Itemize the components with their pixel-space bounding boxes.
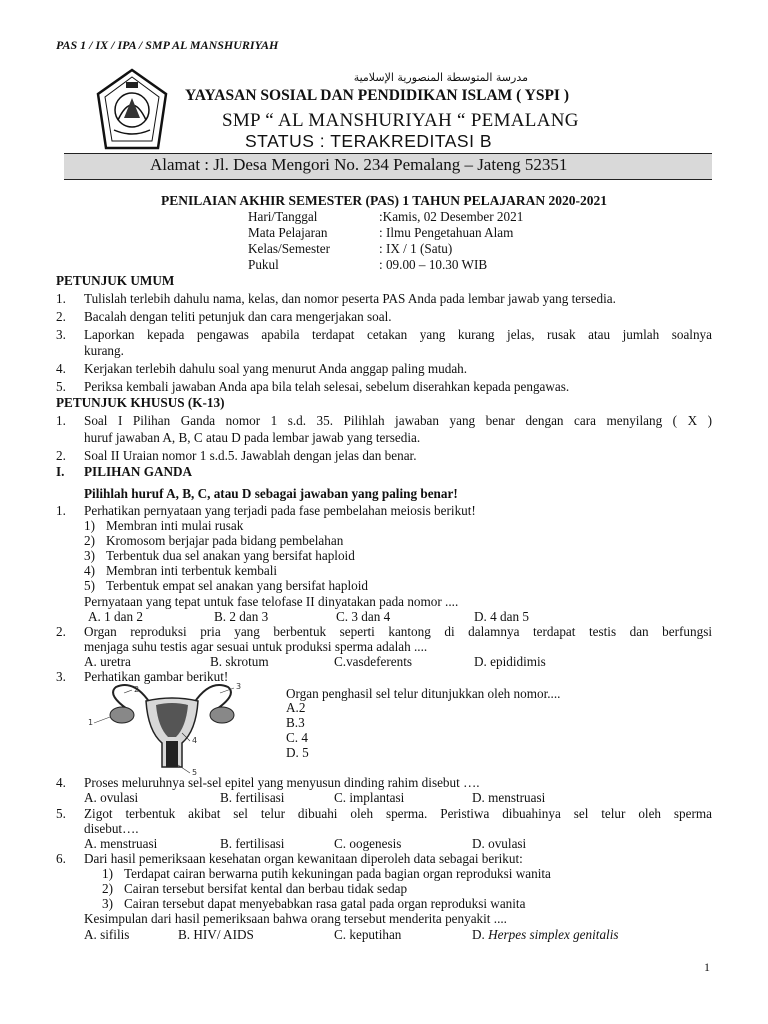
option-c[interactable]: C. 3 dan 4 bbox=[336, 609, 391, 624]
option-a[interactable]: A. menstruasi bbox=[84, 836, 158, 851]
statement-text: Terbentuk empat sel anakan yang bersifat haploid bbox=[106, 578, 368, 593]
statement-text: Terdapat cairan berwarna putih kekuningan pada bagian organ reproduksi wanita bbox=[124, 866, 551, 881]
option-a[interactable]: A. ovulasi bbox=[84, 790, 139, 805]
list-number: 4. bbox=[56, 361, 66, 376]
statement-number: 2) bbox=[84, 533, 95, 548]
statement-text: Membran inti mulai rusak bbox=[106, 518, 244, 533]
option-a[interactable]: A. uretra bbox=[84, 654, 131, 669]
option-b[interactable]: B.3 bbox=[286, 715, 305, 730]
question-stem-continued: menjaga suhu testis agar sesuai untuk produksi sperma adalah .... bbox=[84, 639, 428, 654]
general-instructions-heading: PETUNJUK UMUM bbox=[56, 273, 175, 288]
question-prompt: Organ penghasil sel telur ditunjukkan oleh nomor.... bbox=[286, 686, 561, 701]
question-stem: Dari hasil pemeriksaan kesehatan organ kewanitaan diperoleh data sebagai berikut: bbox=[84, 851, 523, 866]
list-item: Laporkan kepada pengawas apabila terdapat cetakan yang kurang jelas, rusak atau jumlah soalnya bbox=[84, 327, 712, 342]
address-text: Alamat : Jl. Desa Mengori No. 234 Pemalang – Jateng 52351 bbox=[150, 155, 568, 174]
option-d[interactable]: D. epididimis bbox=[474, 654, 546, 669]
question-number: 5. bbox=[56, 806, 66, 821]
option-a[interactable]: A. sifilis bbox=[84, 927, 130, 942]
info-label: Hari/Tanggal bbox=[248, 209, 318, 224]
question-number: 2. bbox=[56, 624, 66, 639]
reproductive-organ-figure bbox=[86, 681, 258, 777]
statement-number: 3) bbox=[102, 896, 113, 911]
option-a[interactable]: A.2 bbox=[286, 700, 306, 715]
statement-text: Terbentuk dua sel anakan yang bersifat haploid bbox=[106, 548, 355, 563]
question-stem: Perhatikan gambar berikut! bbox=[84, 669, 229, 684]
info-label: Pukul bbox=[248, 257, 279, 272]
specific-instructions-heading: PETUNJUK KHUSUS (K-13) bbox=[56, 395, 225, 410]
foundation-name: YAYASAN SOSIAL DAN PENDIDIKAN ISLAM ( YSPI ) bbox=[185, 87, 569, 104]
list-item: Bacalah dengan teliti petunjuk dan cara mengerjakan soal. bbox=[84, 309, 392, 324]
question-number: 6. bbox=[56, 851, 66, 866]
list-number: 1. bbox=[56, 413, 66, 428]
address-bar bbox=[64, 153, 712, 180]
option-b[interactable]: B. fertilisasi bbox=[220, 790, 285, 805]
option-c[interactable]: C. oogenesis bbox=[334, 836, 402, 851]
figure-label-2: 2 bbox=[134, 685, 140, 694]
option-c[interactable]: C. keputihan bbox=[334, 927, 402, 942]
option-d[interactable]: D. 4 dan 5 bbox=[474, 609, 529, 624]
option-a[interactable]: A. 1 dan 2 bbox=[88, 609, 143, 624]
info-value: : IX / 1 (Satu) bbox=[379, 241, 453, 256]
option-b[interactable]: B. 2 dan 3 bbox=[214, 609, 269, 624]
document-id: PAS 1 / IX / IPA / SMP AL MANSHURIYAH bbox=[56, 38, 279, 52]
statement-text: Cairan tersebut dapat menyebabkan rasa gatal pada organ reproduksi wanita bbox=[124, 896, 526, 911]
question-number: 3. bbox=[56, 669, 66, 684]
option-c[interactable]: C. 4 bbox=[286, 730, 308, 745]
statement-number: 4) bbox=[84, 563, 95, 578]
statement-number: 1) bbox=[84, 518, 95, 533]
section-number: I. bbox=[56, 464, 65, 479]
info-label: Mata Pelajaran bbox=[248, 225, 328, 240]
list-item: Tulislah terlebih dahulu nama, kelas, dan nomor peserta PAS Anda pada lembar jawab yang tersedia. bbox=[84, 291, 616, 306]
option-b[interactable]: B. skrotum bbox=[210, 654, 269, 669]
statement-text: Membran inti terbentuk kembali bbox=[106, 563, 278, 578]
question-number: 4. bbox=[56, 775, 66, 790]
page-number: 1 bbox=[704, 960, 710, 974]
statement-number: 3) bbox=[84, 548, 95, 563]
figure-label-5: 5 bbox=[192, 768, 198, 777]
info-value: : Ilmu Pengetahuan Alam bbox=[379, 225, 514, 240]
section-heading: PILIHAN GANDA bbox=[84, 464, 193, 479]
statement-number: 2) bbox=[102, 881, 113, 896]
statement-number: 5) bbox=[84, 578, 95, 593]
list-number: 5. bbox=[56, 379, 66, 394]
question-stem-continued: disebut…. bbox=[84, 821, 139, 836]
option-c[interactable]: C. implantasi bbox=[334, 790, 405, 805]
question-stem: Proses meluruhnya sel-sel epitel yang menyusun dinding rahim disebut …. bbox=[84, 775, 480, 790]
arabic-school-name: مدرسة المتوسطة المنصورية الإسلامية bbox=[353, 71, 528, 84]
exam-title: PENILAIAN AKHIR SEMESTER (PAS) 1 TAHUN PELAJARAN 2020-2021 bbox=[161, 193, 607, 208]
question-stem: Perhatikan pernyataan yang terjadi pada fase pembelahan meiosis berikut! bbox=[84, 503, 476, 518]
school-logo bbox=[96, 68, 168, 152]
option-d[interactable]: D. menstruasi bbox=[472, 790, 546, 805]
option-d[interactable]: D. Herpes simplex genitalis bbox=[472, 927, 619, 942]
statement-text: Cairan tersebut bersifat kental dan berbau tidak sedap bbox=[124, 881, 408, 896]
option-b[interactable]: B. fertilisasi bbox=[220, 836, 285, 851]
list-item: Soal I Pilihan Ganda nomor 1 s.d. 35. Pilihlah jawaban yang benar dengan cara menyilang ( X ) bbox=[84, 413, 712, 428]
accreditation-status: STATUS : TERAKREDITASI B bbox=[245, 131, 492, 151]
question-stem: Organ reproduksi pria yang berbentuk seperti kantong di dalamnya terdapat testis dan berfungsi bbox=[84, 624, 712, 639]
list-item: Soal II Uraian nomor 1 s.d.5. Jawablah dengan jelas dan benar. bbox=[84, 448, 417, 463]
list-item-continued: huruf jawaban A, B, C atau D pada lembar jawab yang tersedia. bbox=[84, 430, 421, 445]
question-stem: Zigot terbentuk akibat sel telur dibuahi oleh sperma. Peristiwa dibuahinya sel telur oleh sperma bbox=[84, 806, 712, 821]
list-number: 2. bbox=[56, 448, 66, 463]
info-label: Kelas/Semester bbox=[248, 241, 331, 256]
list-number: 3. bbox=[56, 327, 66, 342]
info-value: :Kamis, 02 Desember 2021 bbox=[379, 209, 524, 224]
figure-label-1: 1 bbox=[88, 718, 94, 727]
figure-label-4: 4 bbox=[192, 736, 198, 745]
list-item-continued: kurang. bbox=[84, 343, 124, 358]
option-d[interactable]: D. 5 bbox=[286, 745, 309, 760]
section-instruction: Pilihlah huruf A, B, C, atau D sebagai jawaban yang paling benar! bbox=[84, 486, 458, 501]
question-prompt: Kesimpulan dari hasil pemeriksaan bahwa orang tersebut menderita penyakit .... bbox=[84, 911, 507, 926]
option-b[interactable]: B. HIV/ AIDS bbox=[178, 927, 254, 942]
list-item: Periksa kembali jawaban Anda apa bila telah selesai, sebelum diserahkan kepada pengawas. bbox=[84, 379, 570, 394]
info-value: : 09.00 – 10.30 WIB bbox=[379, 257, 488, 272]
list-number: 2. bbox=[56, 309, 66, 324]
question-number: 1. bbox=[56, 503, 66, 518]
list-item: Kerjakan terlebih dahulu soal yang menurut Anda anggap paling mudah. bbox=[84, 361, 468, 376]
figure-label-3: 3 bbox=[236, 682, 242, 691]
option-d[interactable]: D. ovulasi bbox=[472, 836, 527, 851]
statement-text: Kromosom berjajar pada bidang pembelahan bbox=[106, 533, 344, 548]
school-name: SMP “ AL MANSHURIYAH “ PEMALANG bbox=[222, 110, 579, 131]
list-number: 1. bbox=[56, 291, 66, 306]
question-prompt: Pernyataan yang tepat untuk fase telofase II dinyatakan pada nomor .... bbox=[84, 594, 459, 609]
option-c[interactable]: C.vasdeferents bbox=[334, 654, 412, 669]
statement-number: 1) bbox=[102, 866, 113, 881]
